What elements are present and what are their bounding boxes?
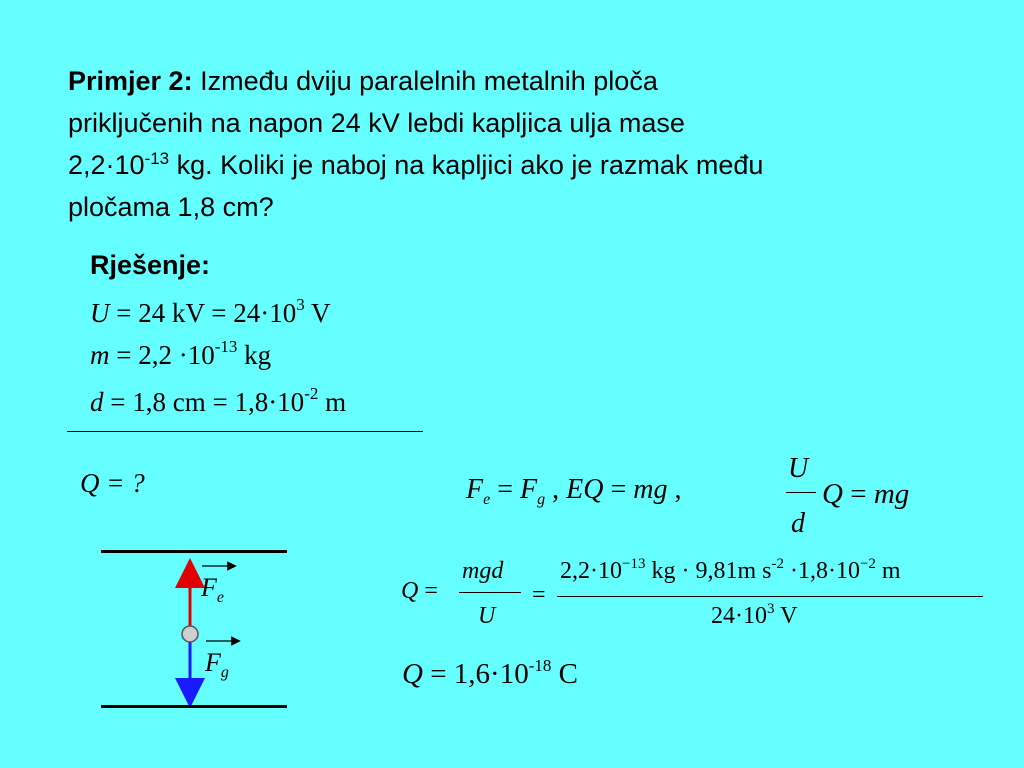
- den-part: V: [774, 603, 798, 629]
- frac-equation-rest: [822, 478, 909, 511]
- fg-sub: g: [220, 664, 229, 681]
- q-denominator: U: [478, 603, 496, 629]
- num-exp: −13: [622, 556, 646, 572]
- big-numerator: [560, 558, 901, 585]
- separator: ,: [667, 474, 682, 505]
- fe-sub: e: [216, 589, 224, 606]
- den-part: 24·10: [711, 603, 767, 629]
- q-symbol: Q: [402, 658, 423, 690]
- frac-denominator-d: d: [791, 508, 805, 539]
- result-exp: -18: [528, 656, 552, 675]
- fe-sub: e: [483, 491, 491, 508]
- mass-exponent: -13: [144, 149, 170, 168]
- big-denominator: [711, 603, 797, 630]
- solution-heading: Rješenje:: [90, 250, 211, 280]
- problem-statement: [68, 60, 968, 228]
- mg-term: mg: [633, 474, 668, 505]
- num-part: kg · 9,81m s: [645, 558, 772, 584]
- result: [402, 658, 578, 691]
- label-gravity-force: [205, 648, 229, 681]
- fe-symbol: F: [201, 573, 217, 602]
- result-unit: C: [551, 658, 578, 690]
- given-distance: [90, 384, 347, 418]
- given-unit: m: [318, 387, 347, 417]
- fg-symbol: F: [520, 474, 538, 505]
- problem-line-2: priključenih na napon 24 kV lebdi kapljica ulja mase: [68, 108, 685, 138]
- eq-sign: =: [842, 478, 874, 510]
- given-unit: kg: [237, 340, 272, 370]
- eq-sign: =: [418, 578, 438, 604]
- problem-label: Primjer 2:: [68, 66, 193, 96]
- eq-sign: =: [490, 474, 521, 505]
- num-exp: -2: [771, 556, 784, 572]
- num-part: m: [875, 558, 901, 584]
- big-frac-bar: [557, 596, 983, 597]
- given-var: d: [90, 387, 104, 417]
- num-part: 2,2·10: [560, 558, 622, 584]
- force-balance-equation: [466, 474, 681, 506]
- num-part: ·1,8·10: [783, 558, 860, 584]
- given-var: U: [90, 298, 110, 328]
- q-formula-left: [401, 578, 438, 605]
- top-plate: [101, 550, 287, 553]
- problem-text-3: kg. Koliki je naboj na kapljici ako je razmak među: [169, 150, 764, 180]
- fg-symbol: F: [205, 648, 221, 677]
- q-numerator: mgd: [462, 558, 504, 584]
- given-exp: 3: [296, 295, 305, 314]
- problem-line-3: [68, 144, 968, 186]
- eq-sign: =: [603, 474, 634, 505]
- unknown-rest: = ?: [99, 468, 145, 498]
- bottom-plate: [101, 705, 287, 708]
- mg-term: mg: [873, 478, 910, 510]
- frac-bar-ud: [786, 492, 816, 493]
- oil-drop: [182, 626, 198, 642]
- mass-value: 2,2·10: [68, 150, 145, 180]
- eq-term: EQ: [566, 474, 604, 505]
- unknown-quantity: [80, 468, 145, 499]
- separator: ,: [545, 474, 567, 505]
- frac-numerator-u: U: [788, 453, 809, 484]
- q-symbol: Q: [822, 478, 843, 510]
- problem-line-4: pločama 1,8 cm?: [68, 192, 274, 222]
- given-unit: V: [304, 298, 331, 328]
- given-eq: = 2,2 ·10: [109, 340, 215, 370]
- num-exp: −2: [859, 556, 876, 572]
- fg-sub: g: [537, 491, 546, 508]
- given-exp: -2: [304, 384, 319, 403]
- given-var: m: [90, 340, 110, 370]
- given-eq: = 1,8 cm = 1,8·10: [103, 387, 305, 417]
- label-electric-force: [201, 573, 224, 606]
- given-eq: = 24 kV = 24·10: [109, 298, 297, 328]
- q-frac-bar: [459, 592, 521, 593]
- problem-text-1: Između dviju paralelnih metalnih ploča: [200, 66, 658, 96]
- given-exp: -13: [214, 337, 238, 356]
- given-divider: [67, 431, 423, 432]
- problem-line-1: [68, 60, 968, 102]
- eq-sign-2: =: [532, 582, 546, 608]
- given-voltage: [90, 295, 331, 329]
- unknown-var: Q: [80, 468, 100, 498]
- given-mass: [90, 337, 272, 371]
- result-value: = 1,6·10: [422, 658, 529, 690]
- den-exp: 3: [767, 601, 775, 617]
- q-symbol: Q: [401, 578, 419, 604]
- fe-symbol: F: [466, 474, 484, 505]
